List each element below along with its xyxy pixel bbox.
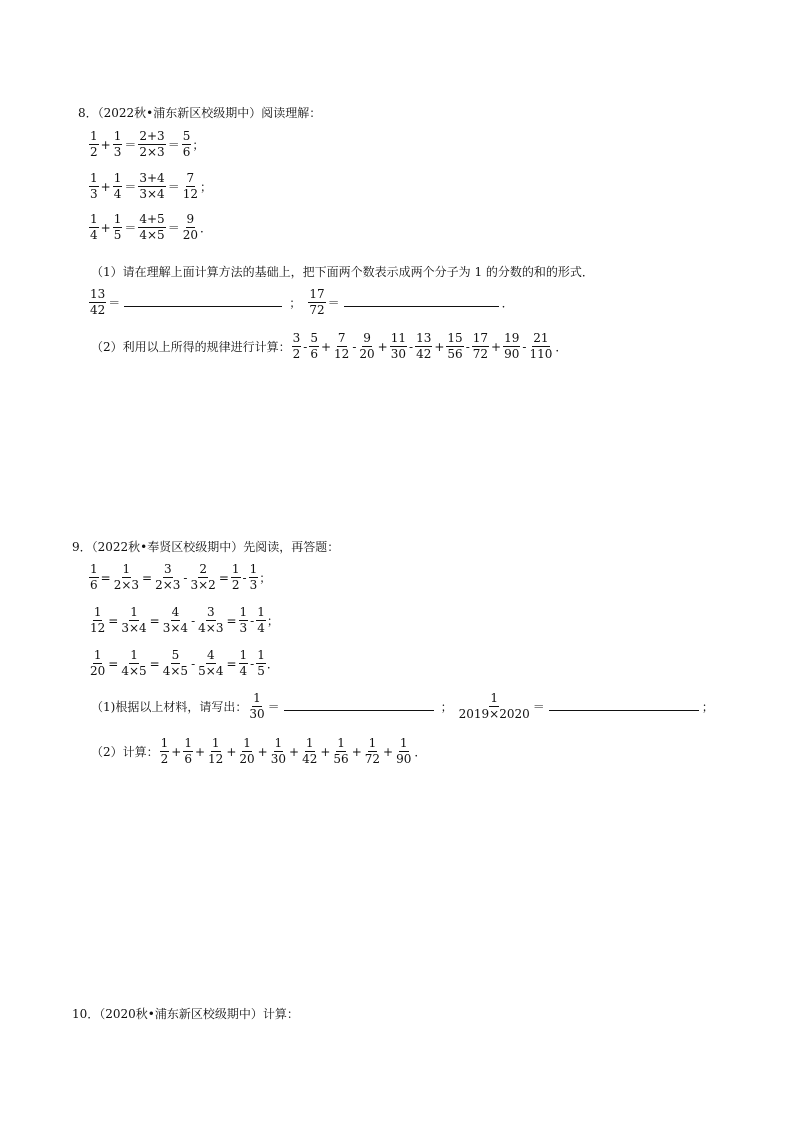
fraction: $\frac{21}{110}$ xyxy=(529,331,553,361)
fraction: $\frac{13}{42}$ xyxy=(90,287,106,317)
fraction: $\frac{17}{72}$ xyxy=(309,287,325,317)
fraction: $\frac{1}{30}$ xyxy=(249,691,265,721)
fraction: $\frac{3}{4\times 3}$ xyxy=(198,605,224,635)
fraction: $\frac{17}{72}$ xyxy=(472,331,489,361)
fraction: $\frac{5}{4\times 5}$ xyxy=(162,648,189,678)
fraction: $\frac{1}{5}$ xyxy=(113,212,122,242)
fraction: $\frac{1}{4}$ xyxy=(257,605,265,635)
operator: + xyxy=(434,339,445,354)
operator: + xyxy=(383,744,394,759)
fraction: $\frac{7}{12}$ xyxy=(334,331,350,361)
fraction: $\frac{3+4}{3\times 4}$ xyxy=(139,171,165,201)
fraction: $\frac{1}{6}$ xyxy=(184,736,192,766)
fraction: $\frac{1}{4}$ xyxy=(239,648,248,678)
fraction: $\frac{1}{2019\times 2020}$ xyxy=(458,691,530,721)
question-8-stem: 8．（2022秋•浦东新区校级期中）阅读理解： xyxy=(78,106,322,120)
answer-blank[interactable] xyxy=(549,698,699,711)
operator: - xyxy=(352,339,357,354)
question-10-stem: 10．（2020秋•浦东新区校级期中）计算： xyxy=(72,1007,299,1021)
fraction: $\frac{1}{3}$ xyxy=(90,171,98,201)
q8-example-3: $\frac{1}{4}$ + $\frac{1}{5}$ ＝ $\frac{4+5}{4\times 5}$ ＝ $\frac{9}{20}$ ． xyxy=(90,212,212,242)
q8-example-2: $\frac{1}{3}$ + $\frac{1}{4}$ ＝ $\frac{3+4}{3\times 4}$ ＝ $\frac{7}{12}$ ； xyxy=(90,171,212,201)
answer-blank[interactable] xyxy=(124,294,282,307)
fraction: $\frac{1}{72}$ xyxy=(364,736,381,766)
fraction: $\frac{1}{4}$ xyxy=(113,171,122,201)
q8-part-1: （1）请在理解上面计算方法的基础上，把下面两个数表示成两个分子为 1 的分数的和的形式． xyxy=(91,265,594,279)
fraction: $\frac{1}{4\times 5}$ xyxy=(121,648,147,678)
operator: + xyxy=(320,339,332,354)
fraction: $\frac{1}{20}$ xyxy=(239,736,255,766)
fraction: $\frac{11}{30}$ xyxy=(390,331,407,361)
fraction: $\frac{1}{2}$ xyxy=(90,129,98,159)
q8-answer-line: $\frac{13}{42}$ ＝ ； $\frac{17}{72}$ ＝ ． xyxy=(90,287,514,317)
fraction: $\frac{4}{3\times 4}$ xyxy=(162,605,189,635)
fraction: $\frac{2+3}{2\times 3}$ xyxy=(139,129,165,159)
fraction: $\frac{1}{5}$ xyxy=(257,648,265,678)
operator: + xyxy=(320,744,331,759)
operator: ． xyxy=(555,340,568,354)
fraction: $\frac{1}{3}$ xyxy=(239,605,248,635)
operator: + xyxy=(171,744,182,759)
fraction: $\frac{1}{6}$ xyxy=(90,562,98,592)
fraction: $\frac{5}{6}$ xyxy=(310,331,318,361)
q9-example-2: $\frac{1}{12}$ = $\frac{1}{3\times 4}$ = $\frac{4}{3\times 4}$ - $\frac{3}{4\times 3}$ = $\frac{1}{3}$ - $\frac{1}{4}$ ； xyxy=(90,605,279,635)
operator: ． xyxy=(414,745,427,759)
q9-part-1: （1)根据以上材料，请写出： $\frac{1}{30}$ ＝ ； $\frac{1}{2019\times 2020}$ ＝ ； xyxy=(91,691,714,721)
q9-example-1: $\frac{1}{6}$ = $\frac{1}{2\times 3}$ = $\frac{3}{2\times 3}$ - $\frac{2}{3\times 2}$ = $\frac{1}{2}$ - $\frac{1}{3}$ ； xyxy=(90,562,272,592)
fraction: $\frac{1}{3}$ xyxy=(249,562,258,592)
fraction: $\frac{13}{42}$ xyxy=(416,331,432,361)
operator: - xyxy=(522,339,527,354)
fraction: $\frac{2}{3\times 2}$ xyxy=(190,562,216,592)
fraction: $\frac{4+5}{4\times 5}$ xyxy=(139,212,165,242)
fraction: $\frac{3}{2}$ xyxy=(292,331,301,361)
fraction: $\frac{15}{56}$ xyxy=(447,331,463,361)
fraction: $\frac{1}{90}$ xyxy=(396,736,412,766)
q9-part-2: （2）计算： $\frac{1}{2}$ + $\frac{1}{6}$ + $\frac{1}{12}$ + $\frac{1}{20}$ + $\frac{1}{30}$ + $\frac{1}{42}$ + $\frac{1}{56}$ + $\frac{1}{72}$ + $\frac{1}{90}$ ． xyxy=(91,736,427,766)
operator: + xyxy=(289,744,300,759)
fraction: $\frac{1}{2}$ xyxy=(160,736,169,766)
answer-blank[interactable] xyxy=(284,698,434,711)
fraction: $\frac{1}{20}$ xyxy=(90,648,106,678)
operator: + xyxy=(377,339,388,354)
operator: - xyxy=(303,339,308,354)
fraction: $\frac{9}{20}$ xyxy=(359,331,375,361)
fraction: $\frac{1}{2\times 3}$ xyxy=(113,562,140,592)
fraction: $\frac{4}{5\times 4}$ xyxy=(198,648,224,678)
q8-part-2: （2）利用以上所得的规律进行计算： $\frac{3}{2}$ - $\frac{5}{6}$ + $\frac{7}{12}$ - $\frac{9}{20}$ + $\frac{11}{30}$ - $\frac{13}{42}$ + $\frac{15}{56}$ - $\frac{17}{72}$ + $\frac{19}{90}$ - $\frac{21}{110}$ ． xyxy=(91,331,568,361)
fraction: $\frac{1}{12}$ xyxy=(90,605,106,635)
operator: - xyxy=(409,339,414,354)
fraction: $\frac{1}{4}$ xyxy=(90,212,98,242)
fraction: $\frac{7}{12}$ xyxy=(182,171,198,201)
fraction: $\frac{1}{12}$ xyxy=(208,736,224,766)
operator: + xyxy=(194,744,206,759)
operator: + xyxy=(491,339,502,354)
fraction: $\frac{1}{3}$ xyxy=(113,129,122,159)
fraction: $\frac{1}{30}$ xyxy=(270,736,287,766)
operator: + xyxy=(351,744,362,759)
q8-example-1: $\frac{1}{2}$ + $\frac{1}{3}$ ＝ $\frac{2+3}{2\times 3}$ ＝ $\frac{5}{6}$ ； xyxy=(90,129,205,159)
fraction: $\frac{19}{90}$ xyxy=(504,331,520,361)
fraction: $\frac{1}{42}$ xyxy=(302,736,318,766)
operator: + xyxy=(226,744,237,759)
fraction: $\frac{1}{56}$ xyxy=(333,736,349,766)
fraction: $\frac{3}{2\times 3}$ xyxy=(155,562,181,592)
fraction: $\frac{1}{3\times 4}$ xyxy=(121,605,147,635)
fraction: $\frac{1}{2}$ xyxy=(231,562,240,592)
fraction: $\frac{5}{6}$ xyxy=(182,129,191,159)
fraction: $\frac{9}{20}$ xyxy=(182,212,198,242)
operator: + xyxy=(257,744,268,759)
answer-blank[interactable] xyxy=(344,294,499,307)
question-9-stem: 9．（2022秋•奉贤区校级期中）先阅读，再答题： xyxy=(72,540,340,554)
q9-example-3: $\frac{1}{20}$ = $\frac{1}{4\times 5}$ = $\frac{5}{4\times 5}$ - $\frac{4}{5\times 4}$ = $\frac{1}{4}$ - $\frac{1}{5}$ ． xyxy=(90,648,279,678)
operator: - xyxy=(465,339,470,354)
